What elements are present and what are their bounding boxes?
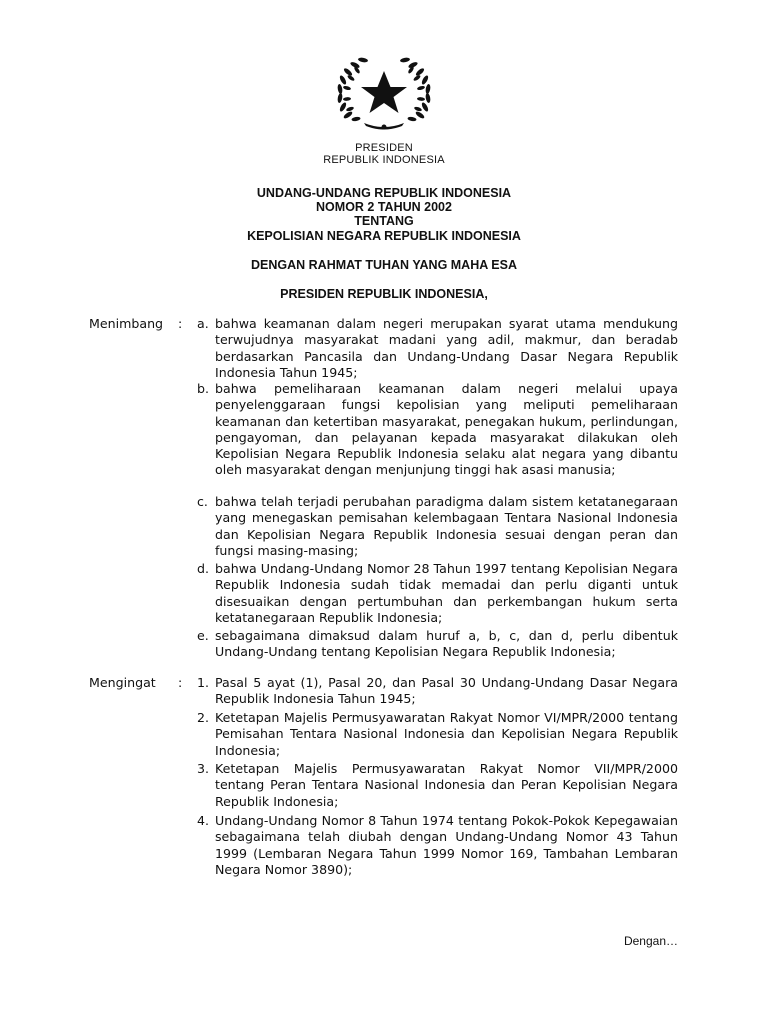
menimbang-label: Menimbang [89,316,164,331]
menimbang-mark-e: e. [197,628,209,643]
mengingat-label: Mengingat [89,675,156,690]
menimbang-item-c: bahwa telah terjadi perubahan paradigma dalam sistem ketatanegaraan yang menegaskan pemisahan kelembagaan Tentara Nasional Indonesia dan Kepolisian Negara Republik Indonesia sesuai dengan peran dan fungsi masing-masing; [215,494,678,558]
law-title: UNDANG-UNDANG REPUBLIK INDONESIA [256,186,512,200]
menimbang-mark-a: a. [197,316,209,331]
menimbang-item-e: sebagaimana dimaksud dalam huruf a, b, c, dan d, perlu dibentuk Undang-Undang tentang Kepolisian Negara Republik Indonesia; [215,628,678,660]
mengingat-item-4: Undang-Undang Nomor 8 Tahun 1974 tentang Pokok-Pokok Kepegawaian sebagaimana telah diubah dengan Undang-Undang Nomor 43 Tahun 1999 (Lembaran Negara Tahun 1999 Nomor 169, Tambahan Lembaran Negara Nomor 3890); [215,813,678,877]
mengingat-item-3: Ketetapan Majelis Permusyawaratan Rakyat Nomor VII/MPR/2000 tentang Peran Tentara Nasional Indonesia dan Peran Kepolisian Negara Republik Indonesia; [215,761,678,809]
menimbang-item-b: bahwa pemeliharaan keamanan dalam negeri melalui upaya penyelenggaraan fungsi kepolisian yang meliputi pemeliharaan keamanan dan ketertiban masyarakat, penegakan hukum, perlindungan, pengayoman, dan pelayanan kepada masyarakat dilakukan oleh Kepolisian Negara Republik Indonesia selaku alat negara yang dibantu oleh masyarakat dengan menjunjung tinggi hak asasi manusia; [215,381,678,478]
mengingat-mark-4: 4. [197,813,210,828]
mengingat-item-2: Ketetapan Majelis Permusyawaratan Rakyat Nomor VI/MPR/2000 tentang Pemisahan Tentara Nasional Indonesia dan Kepolisian Negara Republik Indonesia; [215,710,678,758]
institution-line-1: PRESIDEN [355,142,413,154]
institution-line-2: REPUBLIK INDONESIA [323,154,445,166]
mengingat-item-1: Pasal 5 ayat (1), Pasal 20, dan Pasal 30 Undang-Undang Dasar Negara Republik Indonesia Tahun 1945; [215,675,678,707]
mengingat-colon: : [178,675,183,690]
law-subject: KEPOLISIAN NEGARA REPUBLIK INDONESIA [247,229,521,243]
menimbang-mark-b: b. [197,381,209,396]
mengingat-mark-2: 2. [197,710,210,725]
continuation-marker: Dengan… [623,934,678,948]
menimbang-colon: : [178,316,183,331]
mengingat-mark-3: 3. [197,761,210,776]
menimbang-item-a: bahwa keamanan dalam negeri merupakan syarat utama mendukung terwujudnya masyarakat madani yang adil, makmur, dan beradab berdasarkan Pancasila dan Undang-Undang Dasar Negara Republik Indonesia Tahun 1945; [215,316,678,380]
law-tentang: TENTANG [354,214,414,228]
law-number: NOMOR 2 TAHUN 2002 [316,200,452,214]
blessing-line: DENGAN RAHMAT TUHAN YANG MAHA ESA [251,258,517,272]
menimbang-mark-c: c. [197,494,208,509]
president-line: PRESIDEN REPUBLIK INDONESIA, [280,287,488,301]
menimbang-mark-d: d. [197,561,209,576]
mengingat-mark-1: 1. [197,675,210,690]
presidential-emblem-icon [334,53,434,133]
menimbang-item-d: bahwa Undang-Undang Nomor 28 Tahun 1997 tentang Kepolisian Negara Republik Indonesia sudah tidak memadai dan perlu diganti untuk disesuaikan dengan pertumbuhan dan perkembangan hukum serta ketatanegaraan Republik Indonesia; [215,561,678,625]
